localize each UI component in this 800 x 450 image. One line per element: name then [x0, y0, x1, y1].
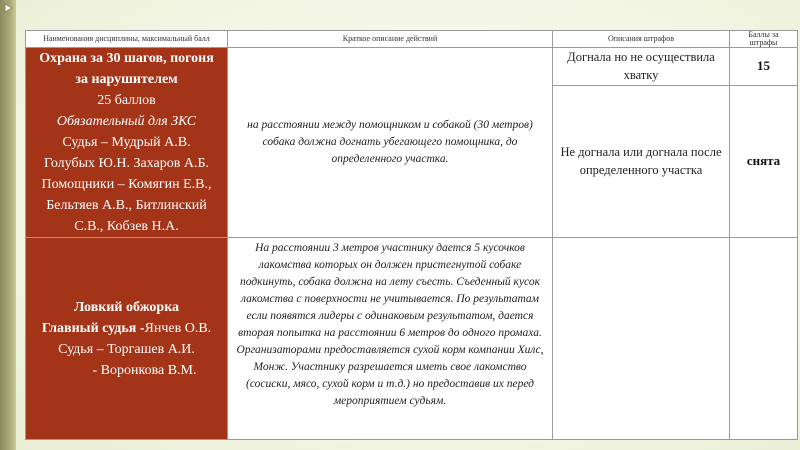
header-discipline: Наименования дисциплины, максимальный балл: [26, 31, 228, 48]
judge-line: - Воронкова В.М.: [92, 362, 197, 378]
assistants-line: С.В., Кобзев Н.А.: [74, 219, 179, 234]
description-cell: На расстоянии 3 метров участнику дается 5 кусочков лакомства которых он должен пристегнутой собаке подкинуть, собака должна на лету съесть. Съеденный кусок лакомства с поверхности не учитывается. По результатам если появятся лидеры с одинаковым результатом, дается вторая попытка на расстоянии 6 метров до одного промаха. Организаторами предоставляется сухой корм компании Хилс, Монж. Участнику разрешается иметь свое лакомство (сосиски, мясо, сухой корм и т.д.) но предоставив их перед мероприятием судьям.: [228, 238, 553, 440]
assistants-line: Помощники – Комягин Е.В.,: [41, 177, 212, 192]
triangle-arrow-icon: [0, 0, 16, 16]
chief-judge-line: [30, 318, 223, 339]
header-penalties: Описания штрафов: [553, 31, 730, 48]
table-row: [26, 238, 798, 440]
penalty-cell: Догнала но не осуществила хватку: [553, 48, 730, 86]
left-decorative-band: [0, 0, 16, 450]
discipline-title: Ловкий обжорка: [73, 299, 180, 315]
chief-judge-name: Янчев О.В.: [144, 320, 212, 336]
penalty-points-cell: снята: [730, 85, 798, 237]
discipline-cell: [26, 238, 228, 440]
discipline-title: Охрана за 30 шагов, погоня: [39, 51, 214, 66]
header-description: Краткое описание действий: [228, 31, 553, 48]
discipline-cell: [26, 48, 228, 238]
penalty-points-cell: 15: [730, 48, 798, 86]
mandatory-note: Обязательный для ЗКС: [56, 114, 197, 129]
judge-line: Голубых Ю.Н. Захаров А.Б.: [43, 156, 210, 171]
header-row: [26, 31, 798, 48]
description-cell: на расстоянии между помощником и собакой (30 метров) собака должна догнать убегающего помощника, до определенного участка.: [228, 48, 553, 238]
discipline-title: за нарушителем: [75, 72, 178, 87]
assistants-line: Бельтяев А.В., Битлинский: [46, 198, 207, 213]
chief-judge-label: Главный судья -: [41, 320, 145, 336]
penalty-cell: [553, 238, 730, 440]
penalty-cell: Не догнала или догнала после определенного участка: [553, 85, 730, 237]
penalty-points-cell: [730, 238, 798, 440]
table-row: [26, 48, 798, 86]
discipline-table: [25, 30, 798, 440]
judge-line: Судья – Торгашев А.И.: [58, 341, 195, 357]
judge-line: Судья – Мудрый А.В.: [62, 135, 191, 150]
header-points: Баллы за штрафы: [730, 31, 798, 48]
max-points: 25 баллов: [97, 93, 156, 108]
